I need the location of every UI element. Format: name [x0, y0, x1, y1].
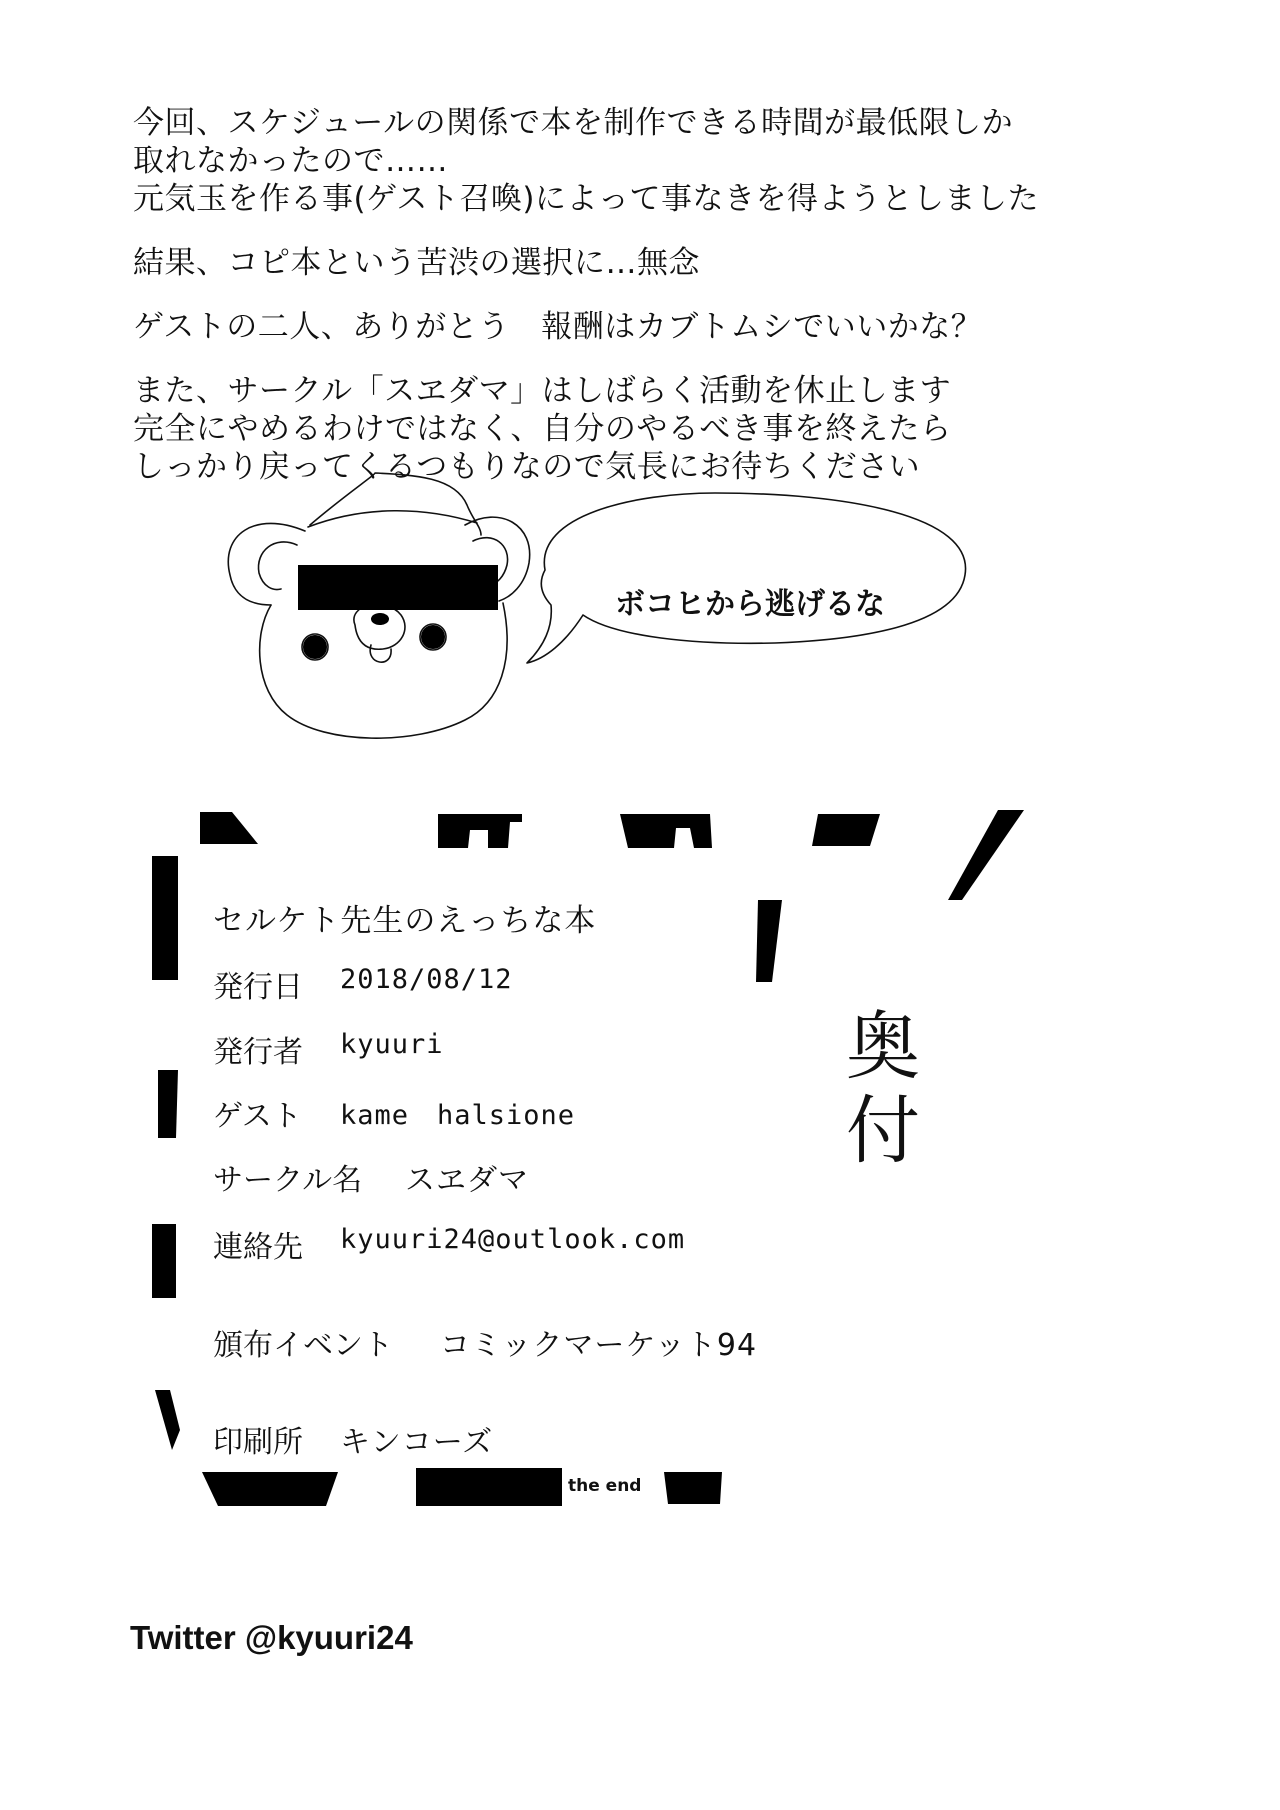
frame-shard: [438, 814, 522, 848]
frame-shard: [416, 1468, 562, 1506]
frame-shard: [200, 812, 258, 844]
afterword-line: 完全にやめるわけではなく、自分のやるべき事を終えたら: [133, 411, 952, 447]
frame-shard: [756, 900, 782, 982]
frame-shard: [155, 1390, 180, 1450]
row-value: kame halsione: [340, 1100, 576, 1131]
row-label: 印刷所: [213, 1425, 303, 1460]
colophon-row-issue-date: [213, 962, 513, 1006]
colophon-row-guests: [213, 1091, 576, 1135]
colophon-row-circle: [213, 1155, 529, 1199]
frame-shard: [152, 1224, 176, 1298]
row-label: サークル名: [213, 1163, 363, 1198]
row-value: スヱダマ: [405, 1163, 529, 1198]
colophon-heading: [843, 1005, 923, 1173]
colophon-row-printer: [213, 1417, 494, 1461]
row-value: 2018/08/12: [340, 964, 513, 995]
colophon-row-contact: [213, 1222, 686, 1266]
frame-shard: [202, 1472, 338, 1506]
row-value: コミックマーケット94: [440, 1328, 758, 1363]
row-label: 連絡先: [213, 1230, 303, 1265]
colophon-heading-char: 付: [846, 1088, 920, 1174]
colophon-heading-char: 奥: [846, 1004, 920, 1090]
afterword-line: また、サークル「スヱダマ」はしばらく活動を休止します: [133, 373, 952, 409]
afterword-line: ゲストの二人、ありがとう 報酬はカブトムシでいいかな？: [133, 309, 983, 345]
row-label: 頒布イベント: [213, 1328, 393, 1363]
the-end-label: the end: [568, 1476, 642, 1496]
row-value: キンコーズ: [340, 1425, 494, 1460]
frame-shard: [620, 814, 712, 848]
afterword-line: 結果、コピ本という苦渋の選択に…無念: [133, 245, 700, 281]
frame-shard: [152, 856, 178, 980]
afterword-line: しっかり戻ってくるつもりなので気長にお待ちください: [133, 449, 921, 485]
frame-shard: [664, 1472, 722, 1504]
row-value: kyuuri: [340, 1029, 444, 1060]
afterword-line: 元気玉を作る事(ゲスト召喚)によって事なきを得ようとしました: [133, 181, 1039, 217]
book-title: セルケト先生のえっちな本: [213, 903, 597, 939]
frame-shard: [948, 810, 1024, 900]
contact-email: kyuuri24@outlook.com: [340, 1224, 686, 1255]
colophon-row-publisher: [213, 1027, 444, 1071]
row-label: 発行者: [213, 1035, 303, 1070]
frame-shard: [812, 814, 880, 846]
row-label: 発行日: [213, 970, 303, 1005]
afterword-line: 今回、スケジュールの関係で本を制作できる時間が最低限しか: [133, 105, 1014, 141]
colophon-row-event: [213, 1320, 758, 1364]
frame-shard: [158, 1070, 178, 1138]
row-label: ゲスト: [213, 1099, 302, 1134]
twitter-handle: Twitter @kyuuri24: [130, 1619, 413, 1656]
speech-bubble-text: ボコヒから逃げるな: [615, 587, 885, 622]
afterword-line: 取れなかったので……: [133, 143, 448, 179]
